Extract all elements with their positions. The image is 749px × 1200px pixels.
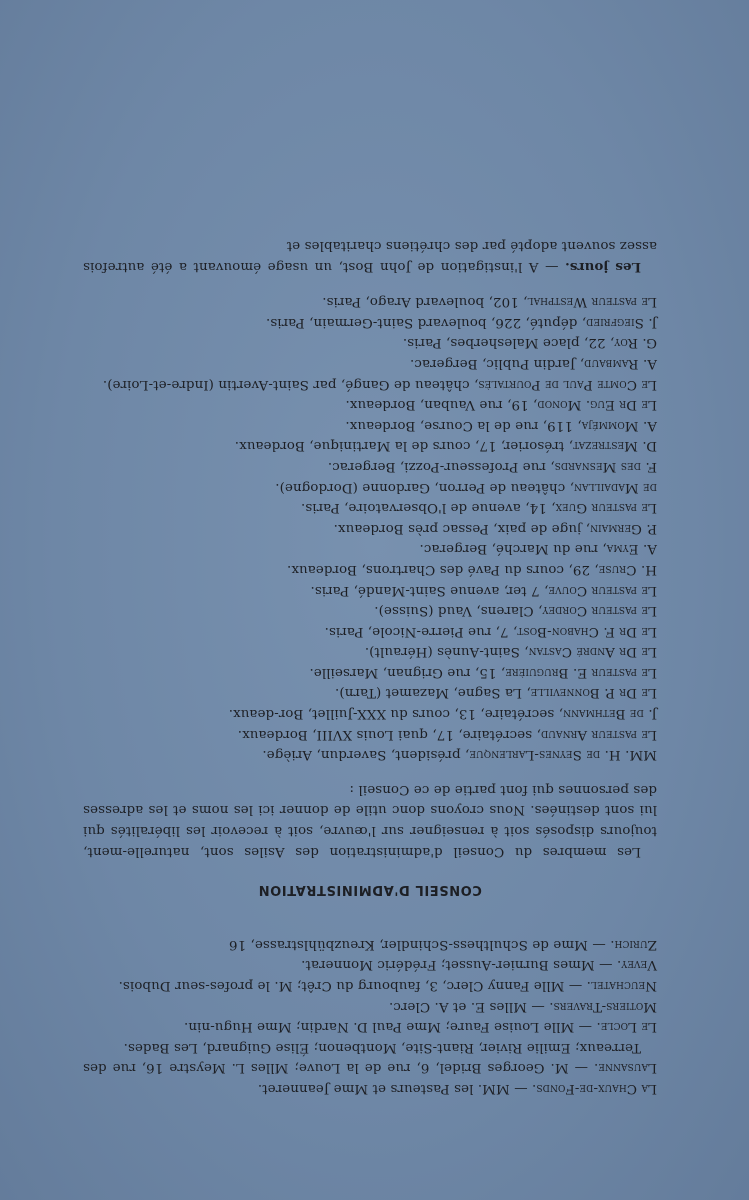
committee-entry: [83, 933, 657, 954]
committee-entry: [83, 1036, 657, 1077]
member-address: Saint-Aunès (Hérault).: [364, 644, 525, 660]
member-address: La Sagne, Mazamet (Tarn).: [334, 685, 527, 701]
member-address: 102, boulevard Arago, Paris.: [322, 294, 524, 310]
committee-place: Vevey.: [616, 957, 657, 973]
member-entry: [83, 373, 657, 394]
member-entry: [83, 641, 657, 662]
member-name: P. Germain,: [585, 520, 657, 536]
committee-place: La Chaux-de-Fonds.: [531, 1081, 657, 1096]
member-entry: [83, 682, 657, 703]
member-entry: [83, 600, 657, 621]
member-entry: [83, 744, 657, 765]
final-lead: Les jours.: [564, 258, 641, 275]
committee-text: — MM. les Pasteurs et Mme Jeanneret.: [257, 1081, 532, 1096]
member-entry: [83, 455, 657, 476]
member-entry: [83, 538, 657, 559]
member-name: Le pasteur Cordey,: [538, 603, 657, 619]
committee-text: — Mmes Burnier-Ausset; Frédéric Monnerat.: [301, 957, 617, 973]
member-name: Le Dr Eug. Monod,: [532, 397, 657, 413]
member-name: MM. H. de Seynes-Larlenque,: [464, 747, 657, 763]
member-entry: [83, 332, 657, 353]
member-name: Le pasteur Westphal,: [523, 294, 657, 310]
committee-place: Neuchatel.: [586, 978, 657, 994]
committee-place: Le Locle.: [596, 1019, 657, 1035]
member-address: président, Saverdun, Ariège.: [262, 747, 465, 763]
member-name: Le Dr F. Chabon-Bost,: [512, 623, 657, 639]
local-committees: [83, 933, 657, 1098]
member-name: de Madaillan,: [569, 479, 657, 495]
committee-place: Motiers-Travers.: [549, 998, 657, 1014]
member-address: Clarens, Vaud (Suisse).: [374, 603, 538, 619]
member-entry: [83, 435, 657, 456]
committee-text: — Mme de Schulthess-Schindler, Kreuzbühlstrasse, 16: [228, 936, 611, 952]
member-name: J. Siegfried,: [581, 314, 657, 330]
member-address: 22, place Malesherbes, Paris.: [402, 335, 610, 351]
committee-entry: [83, 995, 657, 1016]
member-name: Le pasteur Couve,: [543, 582, 657, 598]
member-name: Le pasteur E. Bruguière,: [500, 664, 657, 680]
member-entry: [83, 497, 657, 518]
member-address: rue Professeur-Pozzi, Bergerac.: [327, 458, 551, 474]
member-name: A. Momméja,: [577, 417, 657, 433]
member-address: château de Gangé, par Saint-Avertin (Indre-et-Loire).: [102, 376, 474, 392]
member-entry: [83, 394, 657, 415]
committee-entry: [83, 1077, 657, 1098]
member-entry: [83, 517, 657, 538]
member-name: J. de Bethmann,: [558, 706, 657, 722]
committee-entry: [83, 954, 657, 975]
member-name: Le Dr André Castan,: [524, 644, 657, 660]
member-entry: [83, 579, 657, 600]
member-name: G. Roy,: [609, 335, 657, 351]
member-address: 19, rue Vauban, Bordeaux.: [345, 397, 533, 413]
member-name: D. Mestrezat,: [568, 438, 657, 454]
member-address: rue du Marché, Bergerac.: [419, 541, 603, 557]
member-address: 7 ter, avenue Saint-Mandé, Paris.: [310, 582, 544, 598]
committee-place: Zurich.: [610, 936, 657, 952]
member-name: A. Eyma,: [602, 541, 657, 557]
member-entry: [83, 476, 657, 497]
member-entry: [83, 703, 657, 724]
member-name: Le pasteur Guex,: [551, 500, 657, 516]
member-address: château de Perron, Gardonne (Dordogne).: [275, 479, 570, 495]
committee-entry: [83, 1016, 657, 1037]
member-address: Jardin Public, Bergerac.: [409, 356, 580, 371]
member-entry: [83, 291, 657, 312]
member-address: 15, rue Grignan, Marseille.: [309, 664, 501, 680]
committee-text: — Mlles E. et A. Clerc.: [388, 998, 550, 1014]
member-name: H. Cruse,: [594, 561, 657, 577]
member-entry: [83, 661, 657, 682]
committee-text: — Mlle Fanny Clerc, 3, faubourg du Crêt; M. le profes-seur Dubois.: [118, 978, 587, 994]
member-entry: [83, 414, 657, 435]
member-address: secrétaire, 13, cours du XXX-Juillet, Bor-deaux.: [228, 706, 559, 722]
committee-entry: [83, 974, 657, 995]
member-entry: [83, 311, 657, 332]
spacer: [83, 764, 657, 778]
member-address: député, 226, boulevard Saint-Germain, Paris.: [265, 314, 582, 330]
member-address: 7, rue Pierre-Nicole, Paris.: [324, 623, 513, 639]
committee-place: Lausanne.: [593, 1060, 657, 1076]
member-name: A. Rambaud,: [579, 356, 657, 371]
member-entry: [83, 352, 657, 373]
committee-text: — M. Georges Bridel, 6, rue de la Louve; Mlles L. Meystre 16, rue des Terreaux; Emilie Rivier, Riant-Site, Montbenon; Élise Guignard, Les Bades.: [83, 1039, 641, 1076]
member-address: 29, cours du Pavé des Chartrons, Bordeaux.: [286, 561, 595, 577]
member-address: 14, avenue de l'Observatoire, Paris.: [300, 500, 552, 516]
member-name: Le Comte Paul de Pourtalès,: [473, 376, 657, 392]
intro-paragraph: Les membres du Conseil d'administration des Asiles sont, naturelle-ment, toujours disposés soit à renseigner sur l'œuvre, soit à recevoir les libéralités qui lui sont destinées. Nous croyons donc utile de donner ici les noms et les adresses des personnes qui font partie de ce Conseil :: [83, 781, 657, 859]
member-entry: [83, 620, 657, 641]
member-entry: [83, 723, 657, 744]
member-name: Le pasteur Arnaud,: [536, 726, 657, 742]
final-text: — A l'instigation de John Bost, un usage émouvant a été autrefois assez souvent adopté par des chrétiens charitables et: [82, 238, 657, 274]
page-content: [83, 234, 657, 1098]
member-address: 119, rue de la Course, Bordeaux.: [345, 417, 578, 433]
committee-text: — Mlle Louise Faure; Mme Paul D. Nardin; Mme Hugu-nin.: [183, 1019, 597, 1035]
member-entry: [83, 558, 657, 579]
section-title: CONSEIL D'ADMINISTRATION: [258, 882, 482, 898]
member-address: juge de paix, Pessac près Bordeaux.: [333, 520, 586, 536]
member-name: F. des Mesnards,: [550, 458, 657, 474]
member-address: trésorier, 17, cours de la Martinique, Bordeaux.: [234, 438, 569, 454]
final-paragraph: [83, 234, 657, 276]
member-address: secrétaire, 17, quai Louis XVIII, Bordeaux.: [237, 726, 537, 742]
spacer: [83, 277, 657, 291]
board-members: [83, 291, 657, 765]
member-name: Le Dr P. Bonneville,: [526, 685, 657, 701]
